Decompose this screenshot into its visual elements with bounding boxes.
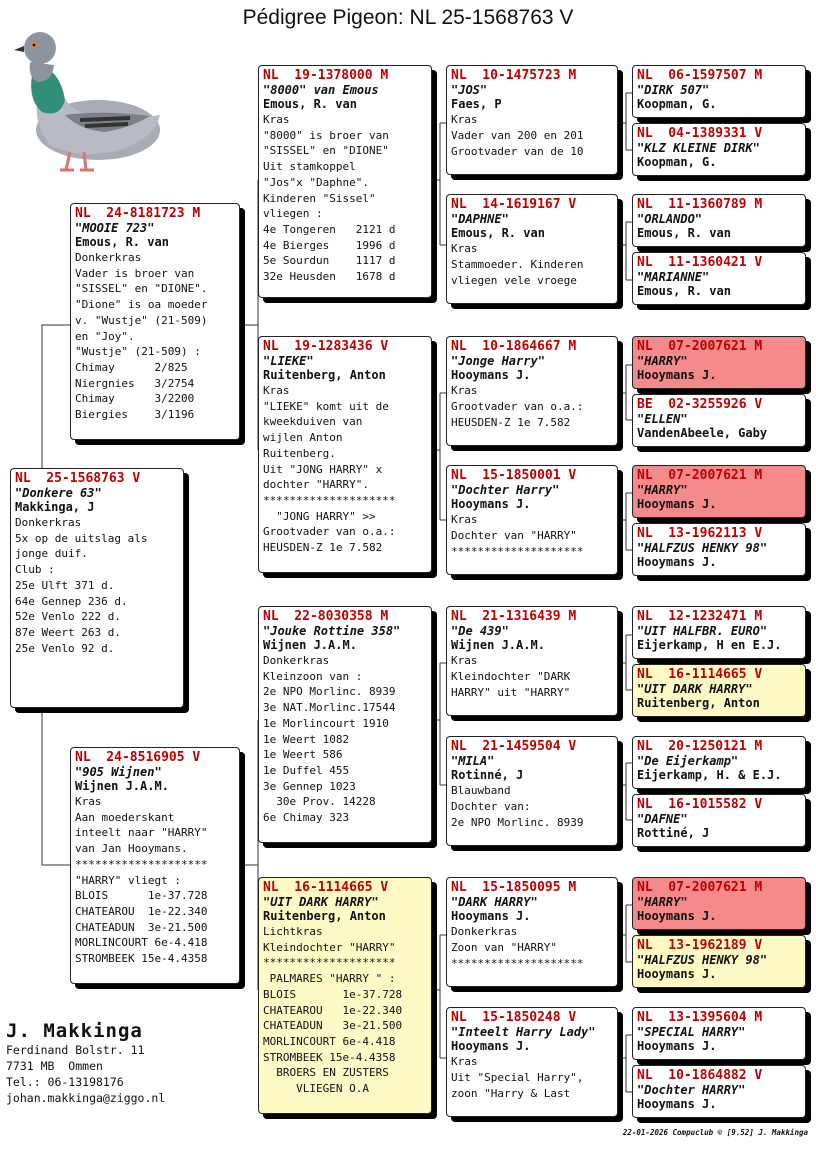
info-line: Grootvader van o.a.:: [263, 525, 396, 539]
pigeon-name: "Jouke Rottine 358": [263, 624, 401, 638]
info-line: CHATEAROU 1e-22.340: [75, 904, 208, 918]
breeder-name: Emous, R. van: [451, 226, 545, 240]
info-line: MORLINCOURT 6e-4.418: [75, 936, 208, 950]
pedigree-card-ff: [258, 65, 432, 298]
info-line: Blauwband: [451, 784, 511, 797]
info-line: 1e Weert 586: [263, 748, 343, 762]
ring-number: NL 04-1389331 V: [637, 126, 763, 141]
info-line: Chimay 3/2200: [75, 392, 195, 406]
info-line: Ruitenberg.: [263, 446, 336, 460]
info-line: Kras: [451, 654, 478, 667]
info-line: 1e Duffel 455: [263, 763, 350, 777]
breeder-name: Ruitenberg, Anton: [637, 696, 760, 710]
pigeon-name: "DAPHNE": [451, 212, 509, 226]
pigeon-name: "DARK HARRY": [451, 895, 538, 909]
info-line: ********************: [75, 857, 208, 871]
info-line: en "Joy".: [75, 329, 135, 343]
info-line: van Jan Hooymans.: [75, 842, 188, 856]
breeder-name: Rotinné, J: [451, 768, 524, 782]
info-line: BROERS EN ZUSTERS: [263, 1066, 389, 1080]
pigeon-name: "HARRY": [637, 483, 688, 497]
ring-number: NL 24-8516905 V: [75, 750, 201, 765]
info-line: "SISSEL" en "DIONE": [263, 144, 389, 158]
pigeon-name: "DAFNE": [637, 812, 688, 826]
pigeon-name: "LIEKE": [263, 354, 314, 368]
breeder-name: Emous, R. van: [263, 97, 357, 111]
info-line: PALMARES "HARRY " :: [263, 972, 396, 986]
info-line: 3e NAT.Morlinc.17544: [263, 701, 396, 715]
info-line: Kras: [451, 113, 478, 126]
info-line: Kleindochter "DARK: [451, 670, 571, 683]
info-line: "Wustje" (21-509) :: [75, 345, 201, 359]
info-line: Aan moederskant: [75, 810, 175, 824]
info-line: Kras: [263, 113, 290, 126]
ring-number: NL 07-2007621 M: [637, 880, 763, 895]
owner-postcode: 7731 MB Ommen: [6, 1059, 103, 1073]
info-line: ********************: [263, 956, 396, 970]
info-line: Uit stamkoppel: [263, 160, 356, 174]
pedigree-card-mmf: [446, 877, 618, 987]
info-line: 30e Prov. 14228: [263, 795, 376, 809]
pigeon-name: "HARRY": [637, 895, 688, 909]
pigeon-name: "Inteelt Harry Lady": [451, 1025, 596, 1039]
breeder-name: Koopman, G.: [637, 97, 717, 111]
breeder-name: VandenAbeele, Gaby: [637, 426, 768, 440]
ring-number: NL 15-1850001 V: [451, 468, 577, 483]
ring-number: NL 13-1962189 V: [637, 938, 763, 953]
pigeon-name: "UIT DARK HARRY": [637, 682, 753, 696]
pedigree-card-fmf: [446, 336, 618, 446]
breeder-name: Hooymans J.: [451, 1039, 531, 1053]
info-line: 5e Sourdun 1117 d: [263, 254, 396, 268]
breeder-name: Hooymans J.: [451, 909, 531, 923]
breeder-name: Hooymans J.: [637, 1039, 717, 1053]
pedigree-card-mf: [258, 606, 432, 843]
ring-number: NL 12-1232471 M: [637, 609, 763, 624]
info-line: Kras: [451, 1055, 478, 1068]
breeder-name: Eijerkamp, H. & E.J.: [637, 768, 782, 782]
info-line: dochter "HARRY".: [263, 478, 369, 492]
info-line: Kleindochter "HARRY": [263, 940, 396, 954]
info-line: Vader is broer van: [75, 266, 195, 280]
pedigree-card-g5: [632, 336, 806, 389]
info-line: "HARRY" vliegt :: [75, 873, 181, 887]
info-line: Donkerkras: [75, 251, 142, 264]
pigeon-name: "Dochter HARRY": [637, 1083, 746, 1097]
info-line: STROMBEEK 15e-4.4358: [263, 1050, 396, 1064]
ring-number: NL 16-1114665 V: [637, 667, 763, 682]
info-line: 25e Venlo 92 d.: [15, 641, 115, 655]
pigeon-name: "JOS": [451, 83, 488, 97]
info-line: v. "Wustje" (21-509): [75, 313, 208, 327]
ring-number: NL 24-8181723 M: [75, 206, 201, 221]
page-title: Pédigree Pigeon: NL 25-1568763 V: [242, 6, 574, 29]
ring-number: NL 25-1568763 V: [15, 471, 141, 486]
ring-number: NL 15-1850248 V: [451, 1010, 577, 1025]
ring-number: NL 10-1864667 M: [451, 339, 577, 354]
pigeon-name: "UIT HALFBR. EURO": [637, 624, 768, 638]
info-line: ********************: [263, 493, 396, 507]
ring-number: NL 11-1360789 M: [637, 197, 763, 212]
ring-number: NL 21-1459504 V: [451, 739, 577, 754]
info-line: kweekduiven van: [263, 415, 363, 429]
pigeon-name: "Jonge Harry": [451, 354, 545, 368]
pedigree-card-g9: [632, 606, 806, 659]
info-line: BLOIS 1e-37.728: [75, 889, 208, 903]
ring-number: NL 10-1864882 V: [637, 1068, 763, 1083]
pedigree-card-ffm: [446, 194, 618, 304]
pedigree-card-g6: [632, 394, 806, 447]
breeder-name: Eijerkamp, H en E.J.: [637, 638, 782, 652]
breeder-name: Emous, R. van: [75, 235, 169, 249]
pigeon-name: "MARIANNE": [637, 270, 710, 284]
pigeon-name: "HALFZUS HENKY 98": [637, 953, 768, 967]
breeder-name: Makkinga, J: [15, 500, 95, 514]
info-line: Chimay 2/825: [75, 360, 188, 374]
info-line: Donkerkras: [451, 925, 518, 938]
info-line: 3e Gennep 1023: [263, 779, 356, 793]
pedigree-card-g12: [632, 794, 806, 847]
footer-credit: 22-01-2026 Compuclub © [9.52] J. Makkinga: [622, 1128, 808, 1137]
ring-number: NL 16-1114665 V: [263, 880, 389, 895]
pedigree-card-g11: [632, 736, 806, 789]
info-line: 6e Chimay 323: [263, 811, 350, 825]
pigeon-name: "ORLANDO": [637, 212, 703, 226]
owner-name: J. Makkinga: [6, 1020, 143, 1042]
pedigree-card-g7: [632, 465, 806, 518]
info-line: Donkerkras: [15, 516, 82, 529]
info-line: CHATEAROU 1e-22.340: [263, 1003, 403, 1017]
info-line: Kras: [75, 795, 102, 808]
info-line: ********************: [451, 957, 584, 970]
info-line: 1e Morlincourt 1910: [263, 716, 389, 730]
info-line: 64e Gennep 236 d.: [15, 594, 128, 608]
info-line: HEUSDEN-Z 1e 7.582: [263, 541, 383, 555]
info-line: 4e Bierges 1996 d: [263, 238, 396, 252]
info-line: 2e NPO Morlinc. 8939: [451, 816, 584, 829]
info-line: "JONG HARRY" >>: [263, 509, 376, 523]
pigeon-name: "905 Wijnen": [75, 765, 162, 779]
ring-number: NL 13-1395604 M: [637, 1010, 763, 1025]
owner-contact: [6, 1020, 165, 1106]
pigeon-name: "Dochter Harry": [451, 483, 560, 497]
info-line: BLOIS 1e-37.728: [263, 987, 403, 1001]
info-line: "Dione" is oa moeder: [75, 298, 208, 312]
info-line: Kras: [451, 242, 478, 255]
info-line: 5x op de uitslag als: [15, 531, 148, 545]
pedigree-card-g10: [632, 664, 806, 717]
pigeon-name: "De Eijerkamp": [637, 754, 739, 768]
ring-number: NL 14-1619167 V: [451, 197, 577, 212]
breeder-name: Ruitenberg, Anton: [263, 368, 386, 382]
pedigree-card-g3: [632, 194, 806, 247]
ring-number: NL 19-1283436 V: [263, 339, 389, 354]
breeder-name: Wijnen J.A.M.: [451, 638, 545, 652]
info-line: Kras: [263, 384, 290, 397]
breeder-name: Rottiné, J: [637, 826, 710, 840]
info-line: Grootvader van de 10: [451, 145, 584, 158]
info-line: CHATEADUN 3e-21.500: [75, 920, 208, 934]
owner-email: johan.makkinga@ziggo.nl: [6, 1091, 166, 1105]
info-line: Kras: [451, 384, 478, 397]
pigeon-name: "HARRY": [637, 354, 688, 368]
breeder-name: Hooymans J.: [451, 368, 531, 382]
info-line: inteelt naar "HARRY": [75, 826, 208, 840]
owner-phone: Tel.: 06-13198176: [6, 1075, 124, 1089]
ring-number: NL 10-1475723 M: [451, 68, 577, 83]
info-line: HARRY" uit "HARRY": [451, 686, 571, 699]
info-line: Club :: [15, 563, 55, 577]
ring-number: NL 19-1378000 M: [263, 68, 389, 83]
pedigree-card-g13: [632, 877, 806, 930]
breeder-name: Hooymans J.: [637, 555, 717, 569]
pedigree-card-fm: [258, 336, 432, 573]
breeder-name: Wijnen J.A.M.: [263, 638, 357, 652]
pigeon-name: "HALFZUS HENKY 98": [637, 541, 768, 555]
ring-number: BE 02-3255926 V: [637, 397, 763, 412]
breeder-name: Hooymans J.: [637, 909, 717, 923]
pigeon-name: "MOOIE 723": [75, 221, 155, 235]
breeder-name: Faes, P: [451, 97, 502, 111]
pedigree-card-g16: [632, 1065, 806, 1118]
info-line: 4e Tongeren 2121 d: [263, 222, 396, 236]
pedigree-card-mother: [70, 747, 240, 984]
info-line: 87e Weert 263 d.: [15, 625, 121, 639]
info-line: Uit "JONG HARRY" x: [263, 462, 383, 476]
info-line: CHATEADUN 3e-21.500: [263, 1019, 403, 1033]
pedigree-card-mff: [446, 606, 618, 716]
breeder-name: Emous, R. van: [637, 284, 731, 298]
ring-number: NL 07-2007621 M: [637, 468, 763, 483]
ring-number: NL 06-1597507 M: [637, 68, 763, 83]
pigeon-name: "SPECIAL HARRY": [637, 1025, 746, 1039]
ring-number: NL 16-1015582 V: [637, 797, 763, 812]
info-line: VLIEGEN O.A: [263, 1082, 369, 1096]
info-line: 32e Heusden 1678 d: [263, 270, 396, 284]
ring-number: NL 22-8030358 M: [263, 609, 389, 624]
pedigree-card-fmm: [446, 465, 618, 575]
info-line: HEUSDEN-Z 1e 7.582: [451, 416, 571, 429]
info-line: Kleinzoon van :: [263, 669, 363, 683]
breeder-name: Hooymans J.: [637, 967, 717, 981]
info-line: Zoon van "HARRY": [451, 941, 557, 954]
info-line: Grootvader van o.a.:: [451, 400, 584, 413]
info-line: 2e NPO Morlinc. 8939: [263, 685, 396, 699]
pedigree-card-mmm: [446, 1007, 618, 1117]
pedigree-card-mfm: [446, 736, 618, 846]
breeder-name: Hooymans J.: [637, 368, 717, 382]
ring-number: NL 07-2007621 M: [637, 339, 763, 354]
breeder-name: Hooymans J.: [637, 497, 717, 511]
info-line: STROMBEEK 15e-4.4358: [75, 952, 208, 966]
info-line: vliegen :: [263, 207, 323, 221]
info-line: Uit "Special Harry",: [451, 1071, 584, 1084]
breeder-name: Wijnen J.A.M.: [75, 779, 169, 793]
pedigree-card-g2: [632, 123, 806, 176]
pigeon-name: "ELLEN": [637, 412, 688, 426]
pigeon-name: "DIRK 507": [637, 83, 710, 97]
info-line: "SISSEL" en "DIONE".: [75, 282, 208, 296]
breeder-name: Koopman, G.: [637, 155, 717, 169]
pigeon-name: "Donkere 63": [15, 486, 102, 500]
breeder-name: Hooymans J.: [637, 1097, 717, 1111]
info-line: 52e Venlo 222 d.: [15, 610, 121, 624]
info-line: vliegen vele vroege: [451, 274, 577, 287]
pigeon-name: "8000" van Emous: [263, 83, 379, 97]
ring-number: NL 20-1250121 M: [637, 739, 763, 754]
ring-number: NL 15-1850095 M: [451, 880, 577, 895]
pedigree-card-g15: [632, 1007, 806, 1060]
breeder-name: Emous, R. van: [637, 226, 731, 240]
pedigree-card-g8: [632, 523, 806, 576]
ring-number: NL 13-1962113 V: [637, 526, 763, 541]
info-line: 25e Ulft 371 d.: [15, 578, 115, 592]
info-line: "Jos"x "Daphne".: [263, 175, 369, 189]
info-line: 1e Weert 1082: [263, 732, 350, 746]
info-line: Kras: [451, 513, 478, 526]
info-line: Vader van 200 en 201: [451, 129, 584, 142]
pedigree-card-g14: [632, 935, 806, 988]
pigeon-name: "UIT DARK HARRY": [263, 895, 379, 909]
breeder-name: Ruitenberg, Anton: [263, 909, 386, 923]
info-line: Stammoeder. Kinderen: [451, 258, 584, 271]
info-line: ********************: [451, 545, 584, 558]
pedigree-card-father: [70, 203, 240, 440]
info-line: Biergies 3/1196: [75, 408, 195, 422]
pedigree-card-fff: [446, 65, 618, 175]
owner-address: Ferdinand Bolstr. 11: [6, 1043, 145, 1057]
info-line: wijlen Anton: [263, 431, 343, 445]
info-line: "8000" is broer van: [263, 128, 389, 142]
info-line: jonge duif.: [15, 547, 88, 561]
pigeon-name: "KLZ KLEINE DIRK": [637, 141, 760, 155]
pedigree-card-g1: [632, 65, 806, 118]
pedigree-card-subject: [10, 468, 184, 708]
info-line: Kinderen "Sissel": [263, 191, 376, 205]
info-line: "LIEKE" komt uit de: [263, 399, 389, 413]
info-line: Niergnies 3/2754: [75, 376, 195, 390]
pedigree-card-mm: [258, 877, 432, 1114]
info-line: Donkerkras: [263, 654, 330, 667]
ring-number: NL 21-1316439 M: [451, 609, 577, 624]
pigeon-name: "De 439": [451, 624, 509, 638]
pedigree-card-g4: [632, 252, 806, 305]
breeder-name: Hooymans J.: [451, 497, 531, 511]
info-line: Dochter van:: [451, 800, 531, 813]
info-line: MORLINCOURT 6e-4.418: [263, 1034, 396, 1048]
pigeon-name: "MILA": [451, 754, 495, 768]
info-line: Lichtkras: [263, 925, 323, 938]
ring-number: NL 11-1360421 V: [637, 255, 763, 270]
info-line: zoon "Harry & Last: [451, 1087, 571, 1100]
info-line: Dochter van "HARRY": [451, 529, 577, 542]
